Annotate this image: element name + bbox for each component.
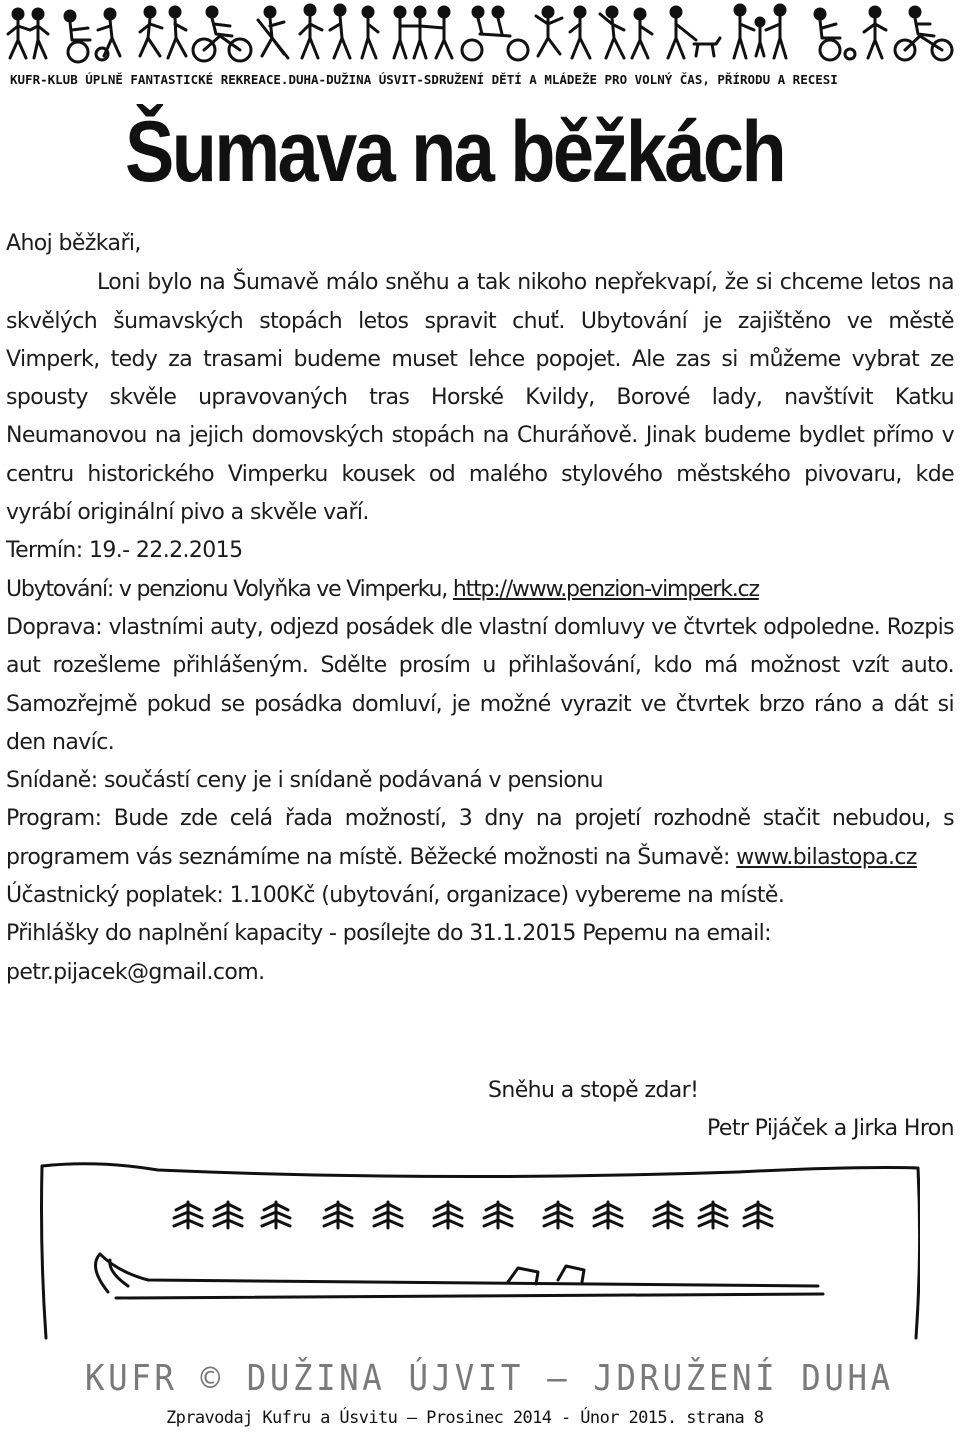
- figure-cyclist-icon: [193, 7, 251, 61]
- figure-cyclist-2-icon: [895, 7, 952, 60]
- figure-person-icon: [864, 7, 886, 58]
- footer-logo-text: KUFR © DUŽINA ÚJVIT – JDRUŽENÍ DUHA: [85, 1358, 894, 1399]
- figure-wheelchair-2-icon: [815, 9, 855, 60]
- page-title: Šumava na běžkách: [125, 104, 785, 200]
- letter-body: [6, 225, 954, 992]
- figure-dancers-icon: [8, 9, 48, 58]
- lodging-line: [6, 571, 954, 609]
- figure-family-icon: [734, 5, 786, 58]
- intro-paragraph: Loni bylo na Šumavě málo sněhu a tak nikoho nepřekvapí, že si chceme letos na skvělých šumavských stopách letos spravit chuť. Ubytování je zajištěno ve městě Vimperk, tedy za trasami budeme muset lehce popojet. Ale zas si můžeme vybrat ze spousty skvěle upravovaných tras Horské Kvildy, Borové lady, navštívit Katku Neumanovou na jejich domovských stopách na Churáňově. Jinak budeme bydlet přímo v centru historického Vimperku kousek od malého stylového městského pivovaru, kde vyrábí originální pivo a skvěle vaří.: [6, 270, 954, 526]
- figure-group-icon: [394, 7, 452, 58]
- figure-wheelchair-icon: [65, 9, 120, 62]
- program-paragraph: [6, 800, 954, 877]
- program-text: Program: Bude zde celá řada možností, 3 dny na projetí rozhodně stačit nebudou, s programem vás seznámíme na místě. Běžecké možnosti na Šumavě:: [6, 806, 954, 870]
- footer-issue-line: Zpravodaj Kufru a Úsvitu – Prosinec 2014 - Únor 2015. strana 8: [166, 1408, 764, 1428]
- signoff-line-1: Sněhu a stopě zdar!: [488, 1078, 699, 1103]
- signup-paragraph: Přihlášky do naplnění kapacity - posílejte do 31.1.2015 Pepemu na email: petr.pijacek@gmail.com.: [6, 921, 771, 985]
- signoff-line-2: Petr Pijáček a Jirka Hron: [707, 1116, 954, 1141]
- breakfast-line: Snídaně: součástí ceny je i snídaně podávaná v pensionu: [6, 768, 603, 794]
- term-line: Termín: 19.- 22.2.2015: [6, 538, 243, 564]
- fee-line: Účastnický poplatek: 1.100Kč (ubytování, organizace) vybereme na místě.: [6, 883, 785, 909]
- penzion-link[interactable]: http://www.penzion-vimperk.cz: [452, 576, 759, 602]
- figure-runners-icon: [140, 7, 186, 58]
- figure-dog-walker-icon: [668, 7, 720, 58]
- transport-paragraph: Doprava: vlastními auty, odjezd posádek dle vlastní domluvy ve čtvrtek odpoledne. Rozpis aut rozešleme přihlášeným. Sdělte prosím u přihlašování, kdo má možnost vzít auto. Samozřejmě pokud se posádka domluví, je možné vyrazit ve čtvrtek brzo ráno a dát si den navíc.: [6, 614, 954, 755]
- header-caption: KUFR-KLUB ÚPLNĚ FANTASTICKÉ REKREACE.DUHA-DUŽINA ÚSVIT-SDRUŽENÍ DĚTÍ A MLÁDEŽE PRO VOLNÝ ČAS, PŘÍRODU A RECESI: [10, 72, 838, 87]
- lodging-text: Ubytování: v penzionu Volyňka ve Vimperku,: [6, 576, 453, 602]
- greeting: Ahoj běžkaři,: [6, 231, 141, 256]
- figure-climber-icon: [600, 7, 652, 58]
- ski-trees-illustration: [38, 1162, 920, 1340]
- bilastopa-link[interactable]: www.bilastopa.cz: [736, 844, 917, 870]
- figure-jumpers-icon: [536, 7, 590, 58]
- tree-row-icon: [174, 1202, 772, 1228]
- figure-skier-icon: [258, 7, 288, 58]
- skis-icon: [96, 1254, 824, 1298]
- figure-walkers-icon: [300, 5, 378, 58]
- figure-tandem-icon: [462, 7, 528, 60]
